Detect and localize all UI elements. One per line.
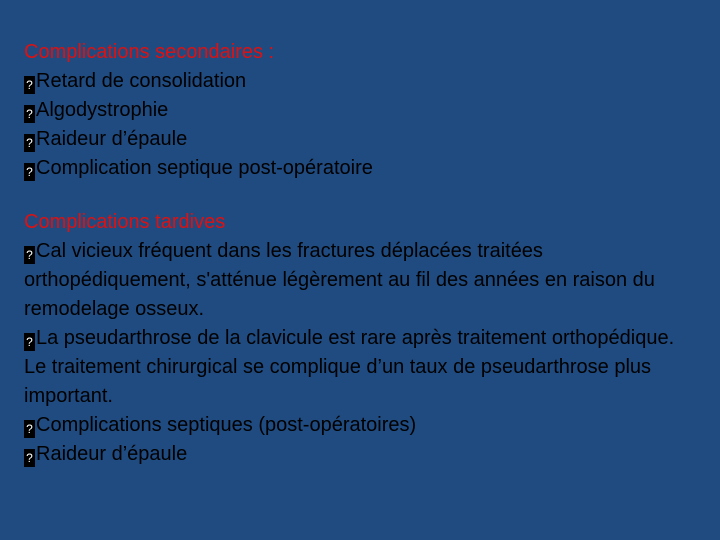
list-item [24, 67, 704, 96]
list-item-text: Cal vicieux fréquent dans les fractures déplacées traitées orthopédiquement, s'atténue légèrement au fil des années en raison du remodelage osseux. [24, 240, 655, 320]
bullet-icon: ? [24, 105, 35, 123]
list-item [24, 125, 704, 154]
bullet-icon: ? [24, 449, 35, 467]
secondary-complications-heading: Complications secondaires : [24, 41, 275, 63]
bullet-icon: ? [24, 134, 35, 152]
bullet-icon: ? [24, 420, 35, 438]
bullet-icon: ? [24, 246, 35, 264]
list-item-text: Raideur d’épaule [36, 443, 188, 465]
list-item-text: La pseudarthrose de la clavicule est rare après traitement orthopédique. [36, 327, 675, 349]
list-item [24, 154, 704, 183]
bullet-icon: ? [24, 333, 35, 351]
list-item [24, 237, 704, 324]
list-item-text: Algodystrophie [36, 99, 169, 121]
slide-content [24, 38, 704, 469]
late-complications-heading: Complications tardives [24, 211, 226, 233]
list-item [24, 324, 704, 353]
list-item [24, 96, 704, 125]
section-spacer [24, 183, 704, 208]
bullet-icon: ? [24, 163, 35, 181]
list-item-text: Retard de consolidation [36, 70, 247, 92]
list-item [24, 440, 704, 469]
list-item-text: Complications septiques (post-opératoires) [36, 414, 417, 436]
list-item [24, 411, 704, 440]
list-item-text: Complication septique post-opératoire [36, 157, 373, 179]
list-item-text: Raideur d’épaule [36, 128, 188, 150]
body-paragraph: Le traitement chirurgical se complique d’un taux de pseudarthrose plus important. [24, 356, 652, 407]
bullet-icon: ? [24, 76, 35, 94]
